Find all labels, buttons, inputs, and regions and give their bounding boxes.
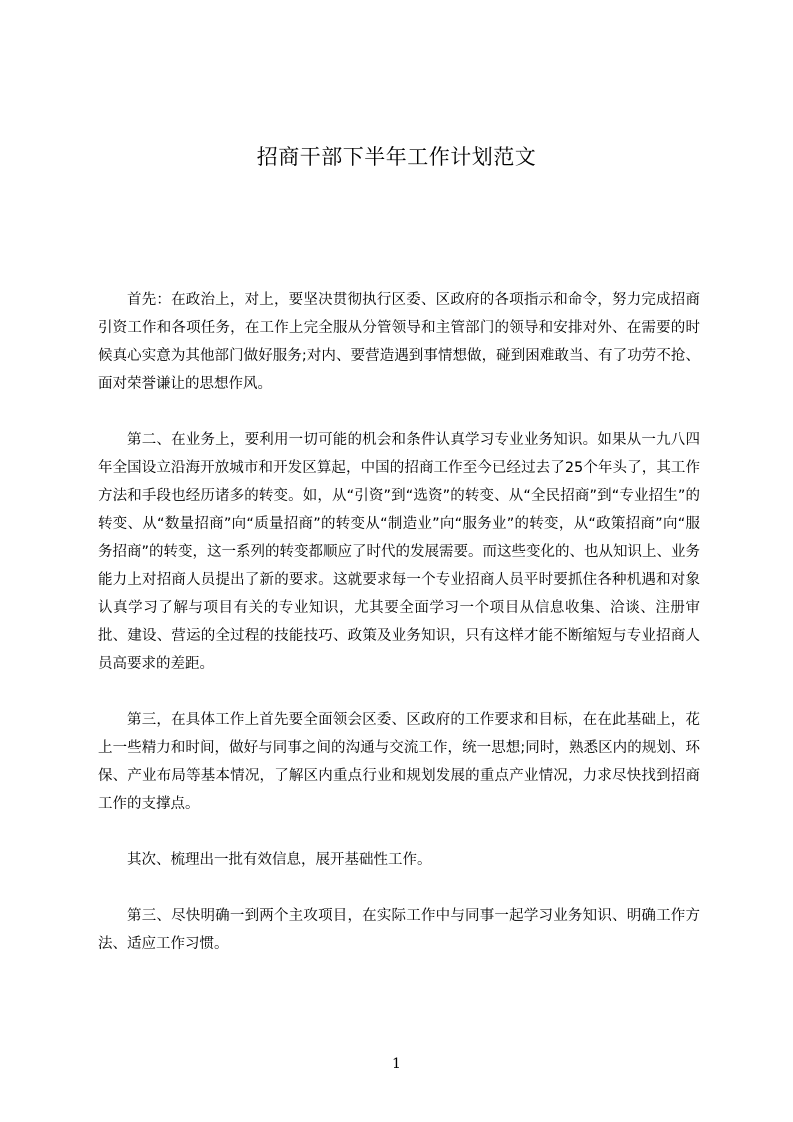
paragraph-political: 首先：在政治上，对上，要坚决贯彻执行区委、区政府的各项指示和命令，努力完成招商引资工作和各项任务，在工作上完全服从分管领导和主管部门的领导和安排对外、在需要的时候真心实意为其他部门做好服务;对内、要营造遇到事情想做，碰到困难敢当、有了功劳不抢、面对荣誉谦让的思想作风。	[98, 292, 700, 392]
page-number: 1	[392, 1056, 401, 1072]
paragraph-main-projects: 第三、尽快明确一到两个主攻项目，在实际工作中与同事一起学习业务知识、明确工作方法、适应工作习惯。	[98, 908, 700, 952]
paragraph-business: 第二、在业务上，要利用一切可能的机会和条件认真学习专业业务知识。如果从一九八四年全国设立沿海开放城市和开发区算起，中国的招商工作至今已经过去了25个年头了，其工作方法和手段也经历诸多的转变。如，从“引资”到“选资”的转变、从“全民招商”到“专业招生”的转变、从“数量招商”向“质量招商”的转变从“制造业”向“服务业”的转变，从“政策招商”向“服务招商”的转变，这一系列的转变都顺应了时代的发展需要。而这些变化的、也从知识上、业务能力上对招商人员提出了新的要求。这就要求每一个专业招商人员平时要抓住各种机遇和对象认真学习了解与项目有关的专业知识，尤其要全面学习一个项目从信息收集、洽谈、注册审批、建设、营运的全过程的技能技巧、政策及业务知识，只有这样才能不断缩短与专业招商人员高要求的差距。	[98, 432, 701, 672]
paragraph-spacer	[98, 398, 700, 426]
paragraph-spacer	[98, 818, 700, 846]
paragraph-spacer	[98, 678, 700, 706]
page-title: 招商干部下半年工作计划范文	[256, 145, 537, 169]
document-body	[98, 286, 700, 958]
paragraph-specific-work: 第三，在具体工作上首先要全面领会区委、区政府的工作要求和目标，在在此基础上，花上一些精力和时间，做好与同事之间的沟通与交流工作，统一思想;同时，熟悉区内的规划、环保、产业布局等基本情况，了解区内重点行业和规划发展的重点产业情况，力求尽快找到招商工作的支撑点。	[98, 712, 700, 812]
paragraph-information: 其次、梳理出一批有效信息，展开基础性工作。	[127, 852, 432, 868]
paragraph-spacer	[98, 874, 700, 902]
